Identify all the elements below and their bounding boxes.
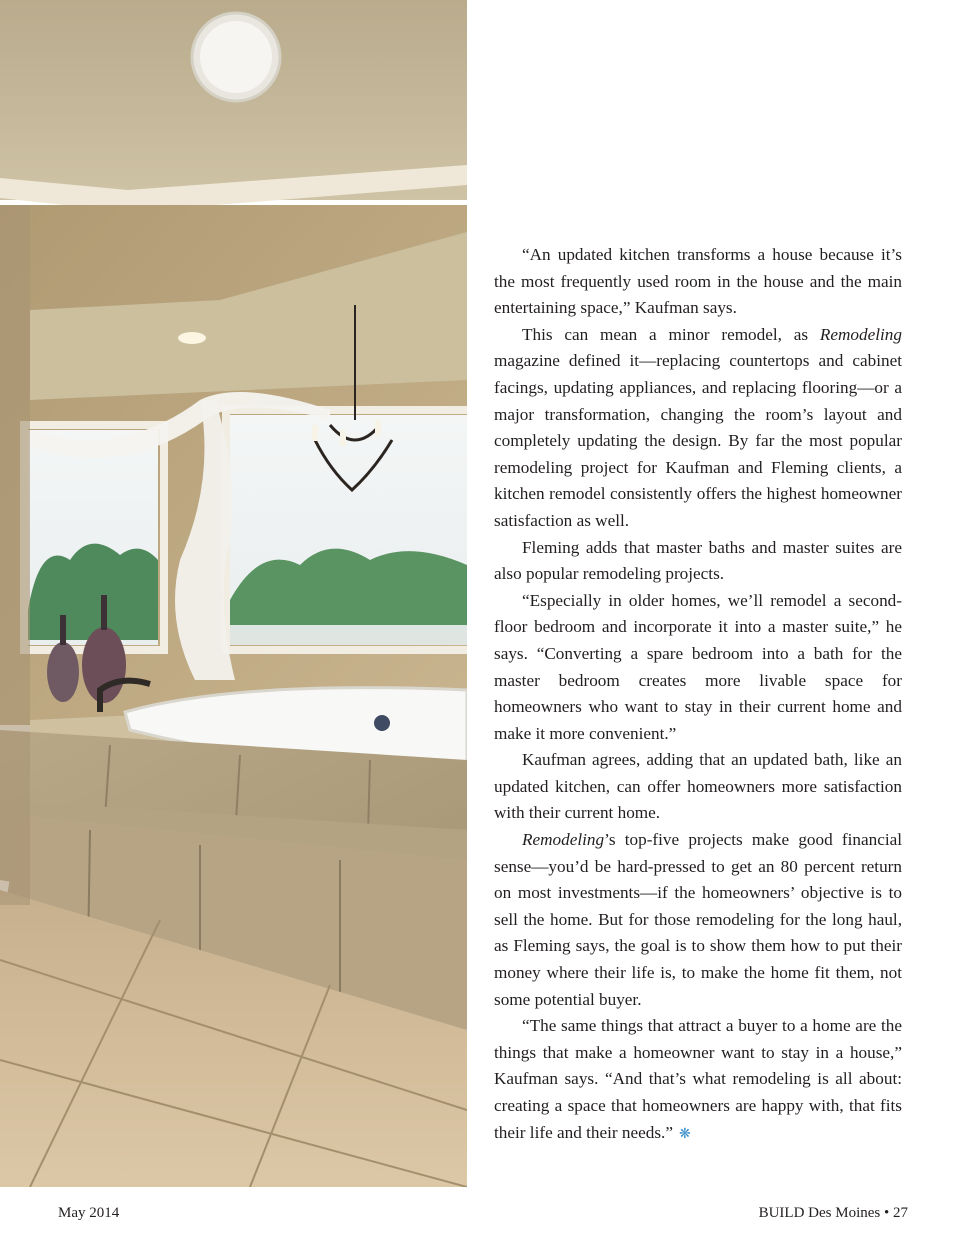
article-body xyxy=(494,242,902,1148)
italic-text: Remodeling xyxy=(522,830,605,850)
publication-name: BUILD Des Moines xyxy=(758,1205,881,1221)
bathroom-photo xyxy=(0,0,467,1187)
article-paragraph xyxy=(494,588,902,748)
article-paragraph xyxy=(494,535,902,588)
italic-text: Remodeling xyxy=(819,324,902,344)
paragraph-text: Kaufman agrees, adding that an updated bath, like an updated kitchen, can offer homeowners more satisfaction with their current home. xyxy=(494,750,902,823)
footer-date: May 2014 xyxy=(58,1205,120,1221)
paragraph-text: magazine defined it—replacing countertops and cabinet facings, updating appliances, and replacing flooring—or a major transformation, changing the room’s layout and completely updating the design. By far the most popular remodeling project for Kaufman and Fleming clients, a kitchen remodel consistently offers the highest homeowner satisfaction as well. xyxy=(494,351,902,530)
article-paragraph xyxy=(494,242,902,322)
footer-folio xyxy=(759,1205,908,1222)
paragraph-text: “Especially in older homes, we’ll remodel a second-floor bedroom and incorporate it into a master suite,” he says. “Converting a spare bedroom into a bath for the master bedroom creates more livable space for homeowners who want to stay in their current home and make it more convenient.” xyxy=(494,590,902,743)
paragraph-text: “An updated kitchen transforms a house because it’s the most frequently used room in the house and the main entertaining space,” Kaufman says. xyxy=(494,245,902,318)
end-of-article-icon: ❋ xyxy=(678,1126,691,1142)
article-paragraph xyxy=(494,1013,902,1148)
article-paragraph xyxy=(494,322,902,535)
article-paragraph xyxy=(494,747,902,827)
article-paragraph xyxy=(494,827,902,1013)
folio-separator: • xyxy=(883,1205,890,1221)
paragraph-text: “The same things that attract a buyer to a home are the things that make a homeowner want to stay in a house,” Kaufman says. “And that’s what remodeling is all about: creating a space that homeowners are happy with, that fits their life and their needs.” xyxy=(494,1016,902,1142)
paragraph-text: This can mean a minor remodel, as xyxy=(522,324,820,344)
paragraph-text: Fleming adds that master baths and master suites are also popular remodeling projects. xyxy=(494,537,902,584)
paragraph-text: ’s top-five projects make good financial sense—you’d be hard-pressed to get an 80 percent return on most investments—if the homeowners’ objective is to sell the home. But for those remodeling for the long haul, as Fleming says, the goal is to show them how to put their money where their life is, to make the home fit them, not some potential buyer. xyxy=(494,830,902,1009)
page-number: 27 xyxy=(893,1205,908,1221)
